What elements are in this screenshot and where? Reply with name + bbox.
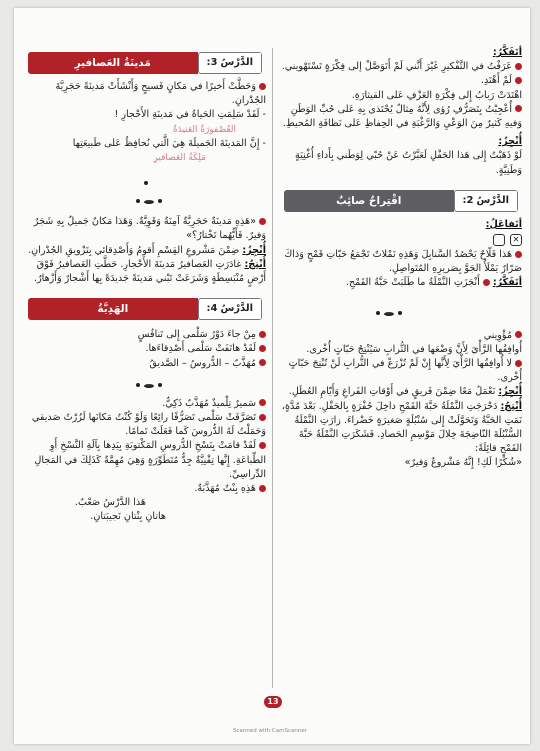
produce-label: أُنْتِجُ: xyxy=(500,400,522,412)
lesson4-sentence: هَذا الدَّرْسُ صَعْبٌ. xyxy=(74,497,146,509)
answer-checkboxes xyxy=(280,232,522,248)
create-text: ضِمْنَ مَشْروعِ القِسْمِ أَقومُ وَأَصْدِقائي بِتَزْويقِ الجُدْرانِ. xyxy=(28,244,240,256)
bullet-icon xyxy=(259,218,266,225)
bullet-icon xyxy=(515,360,522,367)
lesson4-number: 4: xyxy=(206,303,218,315)
bullet-icon xyxy=(259,485,266,492)
right-column xyxy=(280,8,522,471)
think-label: أتَفَكَّرُ: xyxy=(492,47,522,58)
bullet-icon xyxy=(259,331,266,338)
left-column: الدَّرْسُ 3: مَدينَةُ العَصافيرِ وَحَطَّتْ أَخيرًا في مَكانٍ فَسيحٍ وَأَنْشَأَتْ مَدينَةً حَجَرِيَّةَ الجُدْرانِ. - لَقَدْ سَلِمَتِ الحَياةُ في مَدينَةِ الأَحْجارِ ! العُصْفورَةُ العَنيدَةُ - إِنَّ المَدينَةَ الجَميلَةَ هِيَ الَّتي نُحافِظُ عَلى طَبيعَتِها مَلِكَةُ العَصافيرِ «هَذِهِ مَدينَةٌ حَجَرِيَّةٌ آمِنَةٌ وَقَوِيَّةٌ. وَهَذا مَكانٌ جَميلٌ بِهِ شَجَرٌ وَفيرٌ. فَأَيُّهُما تَخْتارُ؟» أُنْجِزُ: ضِمْنَ مَشْروعِ القِسْمِ أَقومُ وَأَصْدِقائي بِتَزْويقِ الجُدْرانِ. أُنْتِجُ: غادَرَتِ العَصافيرُ مَدينَةَ الأَحْجارِ. حَطَّتِ العَصافيرُ فَوْقَ أَرْضٍ مُنْبَسِطَةٍ وَشَرَعَتْ تَبْني مَدينَةً جَديدَةً بِها أَشْجارٌ وَأَزْهارٌ. الدَّرْسُ 4: الهَدِيَّةُ مِنْ جاءَ دَوْرُ سَلْمى إِلى تَنافُسٍ لَقَدْ هاتَفَتْ سَلْمى أَصْدِقاءَها. مُهَذَّبٌ – الدُّروسُ – الصَّديقُ سَميرٌ تِلْميذٌ مُهَذَّبٌ ذَكِيٌّ. تَصَرَّفَتْ سَلْمى تَصَرُّفًا رائِعًا وَلَوْ كُنْتُ مَكانَها لَزُرْتُ صَديقي وَحَمَلْتُ لَهُ الدُّروسَ كَما فَعَلَتْ تَمامًا. لَقَدْ قامَتْ بِنَسْخِ الدُّروسِ المَكْتوبَةِ بِيَدِها بِآلَةِ النَّسْخِ أَوِ الطِّباعَةِ. إِنَّها تِقْنِيَّةٌ جِدُّ مُتَطَوِّرَةٍ وَهِيَ مُهِمَّةٌ كَذَلِكَ في المَجالِ الدِّراسِيِّ. هَذِهِ بِنْتٌ مُهَذَّبَةٌ. هَذا الدَّرْسُ صَعْبٌ. هاتانِ بِنْتانِ نَجيبَتانِ. xyxy=(24,8,266,525)
lesson4-item: تَصَرَّفَتْ سَلْمى تَصَرُّفًا رائِعًا وَلَوْ كُنْتُ مَكانَها لَزُرْتُ صَديقي وَحَمَلْتُ لَهُ الدُّروسَ كَما فَعَلَتْ تَمامًا. xyxy=(31,412,266,438)
lesson2-badge xyxy=(454,190,518,212)
lesson4-item: سَميرٌ تِلْميذٌ مُهَذَّبٌ ذَكِيٌّ. xyxy=(162,397,256,409)
column-divider xyxy=(272,48,273,688)
create2-label: أُنْجِزُ: xyxy=(498,386,522,398)
think-item: عَرَفْتُ في التَّفْكيرِ غَيْرَ أَنَّني لَمْ أَتَوَصَّلْ إلى فِكْرَةٍ تَسْتَهْويني. xyxy=(281,61,512,73)
produce-text: دَحْرَجَتِ النَّمْلَةُ حَبَّةَ القَمْحِ داخِلَ حُفْرَةٍ بِالحَقْلِ. بَعْدَ مُدَّةٍ، نَمَتِ الحَبَّةُ وَتَحَوَّلَتْ إِلى سُنْبُلَةٍ صَغيرَةٍ خَضْراءَ. زارَتِ النَّمْلَةُ السُّنْبُلَةَ النّاضِجَةَ خِلالَ مَوْسِمِ الحَصادِ. فَشَكَرَتِ النَّمْلَةُ حَبَّةَ القَمْحِ قائِلَةً: xyxy=(281,400,522,455)
lesson4-item: هَذِهِ بِنْتٌ مُهَذَّبَةٌ. xyxy=(194,483,256,495)
bullet-icon xyxy=(483,279,490,286)
lesson3-quote: «هَذِهِ مَدينَةٌ حَجَرِيَّةٌ آمِنَةٌ وَقَوِيَّةٌ. وَهَذا مَكانٌ جَميلٌ بِهِ شَجَرٌ وَفيرٌ. فَأَيُّهُما تَخْتارُ؟» xyxy=(33,216,266,242)
dotted-separator xyxy=(24,379,266,391)
page-number: 13 xyxy=(264,696,282,708)
think2-label: أتَفَكَّرُ: xyxy=(492,277,522,289)
bullet-icon xyxy=(259,83,266,90)
worksheet-page xyxy=(14,8,530,744)
bullet-icon xyxy=(259,345,266,352)
lesson2-label: الدَّرْسُ xyxy=(476,194,509,206)
lesson4-title: الهَدِيَّةُ xyxy=(28,298,198,320)
bullet-icon xyxy=(259,359,266,366)
bullet-icon xyxy=(259,442,266,449)
create-text: لَوْ ذَهَبْتُ إِلى هَذا الحَفْلِ لَعَبَّرْتُ عَنْ حُبّي لِوَطَني بِأَداءِ أُغْنِيَةٍ وَطَنِيَّةٍ. xyxy=(295,150,522,176)
item2: مُؤْوِيني xyxy=(483,329,512,341)
lesson2-title: اقْتِراحٌ صائِبٌ xyxy=(284,190,454,212)
item2: أُوافِقُها الرَّأْيَ لِأَنَّ وَضْعَها في التُّرابِ سَيُنْتِجُ حَبّاتٍ أُخْرى. xyxy=(306,343,522,355)
lesson2-number: 2: xyxy=(462,194,474,206)
bullet-icon xyxy=(515,105,522,112)
lesson2-banner xyxy=(284,190,518,212)
bullet-icon xyxy=(259,414,266,421)
produce-text: غادَرَتِ العَصافيرُ مَدينَةَ الأَحْجارِ. حَطَّتِ العَصافيرُ فَوْقَ أَرْضٍ مُنْبَسِطَةٍ وَشَرَعَتْ تَبْني مَدينَةً جَديدَةً بِها أَشْجارٌ وَأَزْهارٌ. xyxy=(33,258,266,285)
speaker-name: العُصْفورَةُ العَنيدَةُ xyxy=(173,124,236,135)
lesson4-label: الدَّرْسُ xyxy=(220,303,253,315)
think-item: اهْتَدَتْ رَبابُ إِلى فِكْرَةِ العَزْفِ عَلى القيثارَةِ. xyxy=(351,89,522,101)
interact-text: هَذا فَلّاحٌ يَحْصُدُ السَّنابِلَ وَهَذِهِ نَمْلاتٌ تَجْمَعُ حَبّاتِ قَمْحٍ وَذاكَ صَرّارٌ يَمْلَأُ الجَوَّ بِصَريرِهِ المُتَواصِلِ. xyxy=(284,249,522,275)
lesson3-banner xyxy=(28,52,262,74)
lesson4-item: مِنْ جاءَ دَوْرُ سَلْمى إِلى تَنافُسٍ xyxy=(137,329,256,341)
lesson3-badge xyxy=(198,52,262,74)
bullet-icon xyxy=(515,77,522,84)
bullet-icon xyxy=(515,63,522,70)
checkbox-checked[interactable]: ✕ xyxy=(510,234,522,246)
speaker-name: مَلِكَةُ العَصافيرِ xyxy=(153,153,206,164)
create-label: أُنْجِزُ: xyxy=(498,136,522,148)
lesson4-banner xyxy=(28,298,262,320)
lesson3-number: 3: xyxy=(206,57,218,68)
lesson3-answer: لَقَدْ سَلِمَتِ الحَياةُ في مَدينَةِ الأَحْجارِ ! xyxy=(114,109,260,121)
dotted-separator xyxy=(24,177,266,189)
bullet-icon xyxy=(515,331,522,338)
lesson4-badge xyxy=(198,298,262,320)
lesson3-label: الدَّرْسُ xyxy=(220,57,253,68)
create-label: أُنْجِزُ: xyxy=(242,244,266,256)
think-item: أُعْجِبْتُ بِتَصَرُّفِ رُؤى لِأَنَّهُ مِثالٌ يُحْتَذى بِهِ عَلى حُبِّ الوَطَنِ وَفيهِ كَثيرٌ مِنَ الوَعْيِ وَالرَّغْبَةِ في الحِفاظِ عَلى نَظافَةِ المُحيطِ. xyxy=(282,103,522,130)
item2: لا أُوافِقُها الرَّأْيَ لِأَنَّها إِنْ لَمْ تُزْرَعْ في التُّرابِ لَنْ تُنْتِجَ حَبّاتٍ أُخْرى. xyxy=(288,358,522,384)
bullet-icon xyxy=(515,251,522,258)
lesson4-sentence: هاتانِ بِنْتانِ نَجيبَتانِ. xyxy=(90,511,166,523)
create2-text: نَعْمَلُ مَعًا ضِمْنَ فَريقٍ في أَوْقاتِ الفَراغِ وَأَيّامِ العُطَلِ. xyxy=(288,386,496,398)
lesson4-item: لَقَدْ قامَتْ بِنَسْخِ الدُّروسِ المَكْتوبَةِ بِيَدِها بِآلَةِ النَّسْخِ أَوِ الطِّباعَةِ. إِنَّها تِقْنِيَّةٌ جِدُّ مُتَطَوِّرَةٍ وَهِيَ مُهِمَّةٌ كَذَلِكَ في المَجالِ الدِّراسِيِّ. xyxy=(34,440,266,480)
bullet-icon xyxy=(259,399,266,406)
lesson3-answer: إِنَّ المَدينَةَ الجَميلَةَ هِيَ الَّتي نُحافِظُ عَلى طَبيعَتِها xyxy=(72,137,260,149)
lesson3-intro: وَحَطَّتْ أَخيرًا في مَكانٍ فَسيحٍ وَأَنْشَأَتْ مَدينَةً حَجَرِيَّةَ الجُدْرانِ. xyxy=(55,81,266,107)
think-item: لَمْ أَهْتَدِ. xyxy=(480,75,512,87)
dotted-separator xyxy=(24,195,266,207)
lesson3-title: مَدينَةُ العَصافيرِ xyxy=(28,52,198,74)
produce-quote: «شُكْرًا لَكِ! إِنَّهُ مَشْروعٌ وَفيرٌ» xyxy=(404,457,522,469)
lesson4-item: لَقَدْ هاتَفَتْ سَلْمى أَصْدِقاءَها. xyxy=(145,343,256,355)
produce-label: أُنْتِجُ: xyxy=(244,258,266,270)
interact-label: أتَفاعَلُ: xyxy=(485,218,522,230)
scanner-footer: Scanned with CamScanner xyxy=(233,728,307,734)
dotted-separator xyxy=(280,307,522,319)
think2-text: أَنْجَزَتِ النَّمْلَةُ ما طَلَبَتْ حَبَّةُ القَمْحِ. xyxy=(345,277,480,289)
lesson4-item: مُهَذَّبٌ – الدُّروسُ – الصَّديقُ xyxy=(149,357,256,369)
checkbox-empty[interactable] xyxy=(493,234,505,246)
